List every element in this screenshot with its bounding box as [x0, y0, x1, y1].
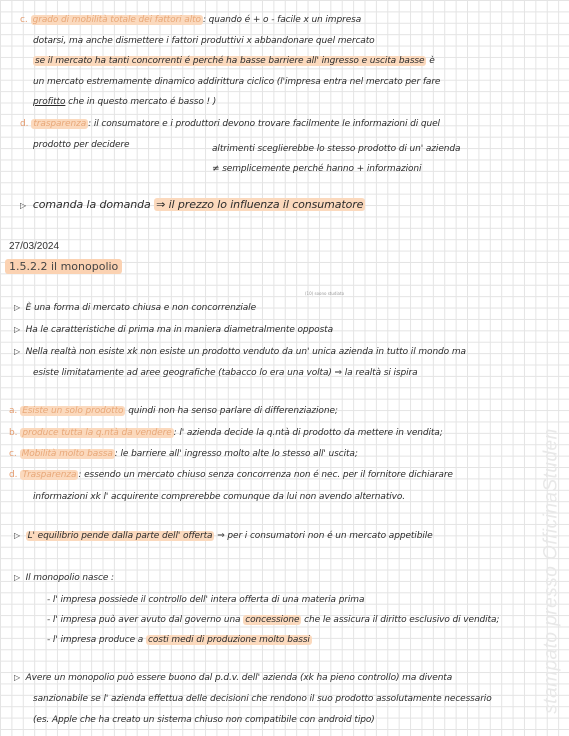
text: che in questo mercato é basso ! )	[68, 97, 217, 107]
bullet-icon: ▷	[14, 673, 21, 682]
bullet-2	[14, 324, 333, 336]
bullet-icon: ▷	[14, 303, 21, 312]
text: comanda la domanda	[32, 198, 151, 211]
line-d3: ≠ semplicemente perché hanno + informazioni	[212, 164, 422, 174]
text: : quando é + o - facile x un impresa	[202, 15, 362, 25]
text: quindi non ha senso parlare di differenziazione;	[128, 406, 338, 416]
highlight: produce tutta la q.ntà da vendere	[22, 428, 172, 438]
highlight: concessione	[245, 615, 300, 625]
watermark: stampato presso OfficinaStuden	[540, 428, 562, 714]
bullet-icon: ▷	[14, 325, 21, 334]
text: ⇒ per i consumatori non é un mercato appetibile	[217, 531, 433, 541]
text: - l' impresa produce a	[47, 635, 144, 645]
highlight: trasparenza	[33, 119, 87, 129]
line-c	[9, 448, 358, 460]
line-d	[9, 469, 453, 481]
bullet-3	[14, 346, 466, 358]
line-f1	[14, 672, 452, 684]
text: che le assicura il diritto esclusivo di vendita;	[304, 615, 500, 625]
line-d2: informazioni xk l' acquirente comprerebbe comunque da lui non avendo alternativo.	[33, 492, 406, 502]
line-n3	[47, 634, 312, 646]
text: : le barriere all' ingresso molto alte lo stesso all' uscita;	[114, 449, 358, 459]
bullet-icon: ▷	[14, 531, 21, 540]
text: È una forma di mercato chiusa e non concorrenziale	[25, 303, 257, 313]
line-c4: un mercato estremamente dinamico addirittura ciclico (l'impresa entra nel mercato per fare	[33, 77, 441, 87]
bullet-icon: ▷	[20, 201, 27, 210]
highlight: Esiste un solo prodotto	[22, 406, 124, 416]
underlined-text: profitto	[33, 97, 66, 107]
highlight: ⇒ il prezzo lo influenza il consumatore	[156, 198, 364, 211]
highlight: costi medi di produzione molto bassi	[148, 635, 310, 645]
text: - l' impresa può aver avuto dal governo una	[47, 615, 241, 625]
text: : il consumatore e i produttori devono trovare facilmente le informazioni di quel	[88, 119, 440, 129]
highlight: se il mercato ha tanti concorrenti é perché ha basse barriere all' ingresso e uscita basse	[35, 56, 425, 66]
text: : l' azienda decide la q.ntà di prodotto da mettere in vendita;	[173, 428, 443, 438]
highlight: grado di mobilità totale dei fattori alto	[32, 15, 201, 25]
line-c3	[33, 55, 435, 67]
small-note: (10) soono studiato	[305, 291, 345, 296]
line-c1	[20, 14, 361, 26]
line-a	[9, 405, 338, 417]
highlight: L' equilibrio pende dalla parte dell' offerta	[27, 531, 213, 541]
line-f2: sanzionabile se l' azienda effettua delle decisioni che rendono il suo prodotto assolutamente necessario	[33, 694, 492, 704]
text: Il monopolio nasce :	[25, 573, 114, 583]
text: Nella realtà non esiste xk non esiste un prodotto venduto da un' unica azienda in tutto il mondo ma	[25, 347, 466, 357]
list-letter: a.	[9, 406, 18, 416]
line-d1	[20, 118, 440, 130]
text: : essendo un mercato chiuso senza concorrenza non é nec. per il fornitore dichiarare	[78, 470, 453, 480]
bullet-icon: ▷	[14, 573, 21, 582]
line-equilibrio	[14, 530, 433, 542]
list-letter: d.	[9, 470, 18, 480]
line-d2a: prodotto per decidere	[33, 140, 130, 150]
text: è	[429, 56, 435, 66]
line-c2: dotarsi, ma anche dismettere i fattori produttivi x abbandonare quel mercato	[33, 36, 375, 46]
line-domanda	[20, 198, 365, 213]
section-title: 1.5.2.2 il monopolio	[5, 259, 122, 274]
list-letter: b.	[9, 428, 18, 438]
line-n2	[47, 614, 499, 626]
highlight: Trasparenza	[22, 470, 77, 480]
line-f3: (es. Apple che ha creato un sistema chiuso non compatibile con android tipo)	[33, 715, 375, 725]
line-n1: - l' impresa possiede il controllo dell' intera offerta di una materia prima	[47, 595, 365, 605]
line-d2b: altrimenti sceglierebbe lo stesso prodotto di un' azienda	[212, 144, 461, 154]
bullet-3-cont: esiste limitatamente ad aree geografiche (tabacco lo era una volta) ⇒ la realtà si ispira	[33, 368, 418, 378]
text: Avere un monopolio può essere buono dal p.d.v. dell' azienda (xk ha pieno controllo) ma diventa	[25, 673, 453, 683]
list-letter: d.	[20, 119, 29, 129]
highlight: Mobilità molto bassa	[21, 449, 113, 459]
text: Ha le caratteristiche di prima ma in maniera diametralmente opposta	[25, 325, 334, 335]
line-nasce	[14, 572, 114, 584]
line-b	[9, 427, 443, 439]
bullet-1	[14, 302, 256, 314]
list-letter: c.	[9, 449, 17, 459]
bullet-icon: ▷	[14, 347, 21, 356]
date: 27/03/2024	[9, 241, 60, 252]
list-letter: c.	[20, 15, 28, 25]
line-c5	[33, 96, 216, 108]
